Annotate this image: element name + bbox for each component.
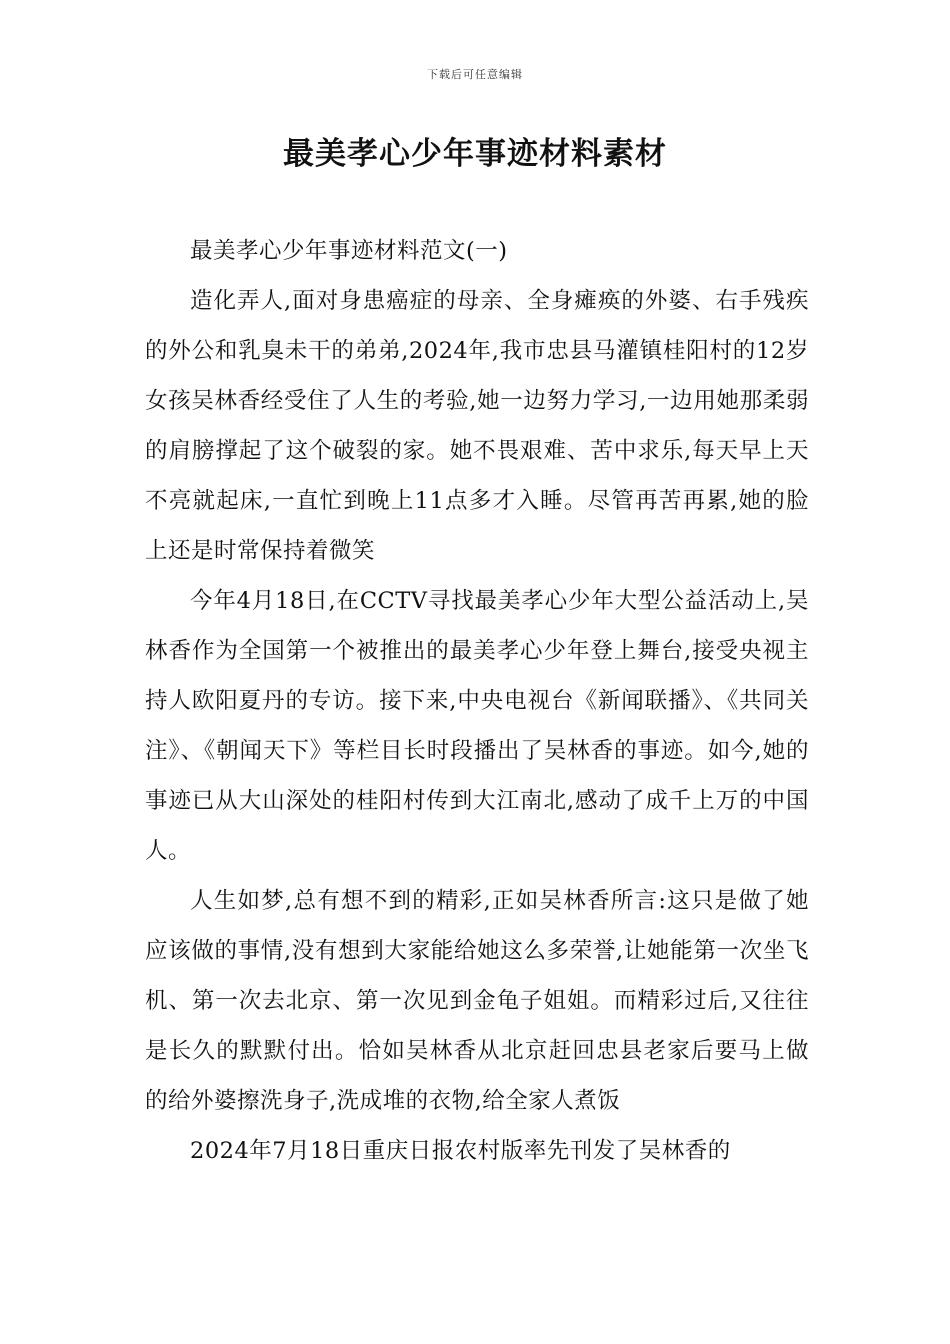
paragraph: 2024年7月18日重庆日报农村版率先刊发了吴林香的: [190, 1138, 731, 1164]
document-title: 最美孝心少年事迹材料素材: [283, 136, 667, 172]
paragraph: 造化弄人,面对身患癌症的母亲、全身瘫痪的外婆、右手残疾的外公和乳臭未干的弟弟,2024年,我市忠县马灌镇桂阳村的12岁女孩吴林香经受住了人生的考验,她一边努力学习,一边用她那柔弱的肩膀撑起了这个破裂的家。她不畏艰难、苦中求乐,每天早上天不亮就起床,一直忙到晚上11点多才入睡。尽管再苦再累,她的脸上还是时常保持着微笑: [145, 288, 809, 564]
paragraph: 人生如梦,总有想不到的精彩,正如吴林香所言:这只是做了她应该做的事情,没有想到大家能给她这么多荣誉,让她能第一次坐飞机、第一次去北京、第一次见到金龟子姐姐。而精彩过后,又往往是长久的默默付出。恰如吴林香从北京赶回忠县老家后要马上做的给外婆擦洗身子,洗成堆的衣物,给全家人煮饭: [145, 888, 809, 1114]
paragraph: 今年4月18日,在CCTV寻找最美孝心少年大型公益活动上,吴林香作为全国第一个被推出的最美孝心少年登上舞台,接受央视主持人欧阳夏丹的专访。接下来,中央电视台《新闻联播》、《共同关注》、《朝闻天下》等栏目长时段播出了吴林香的事迹。如今,她的事迹已从大山深处的桂阳村传到大江南北,感动了成千上万的中国人。: [145, 588, 809, 864]
section-heading: 最美孝心少年事迹材料范文(一): [190, 238, 508, 264]
header-note: 下载后可任意编辑: [427, 68, 523, 81]
document-body: [145, 226, 809, 1176]
